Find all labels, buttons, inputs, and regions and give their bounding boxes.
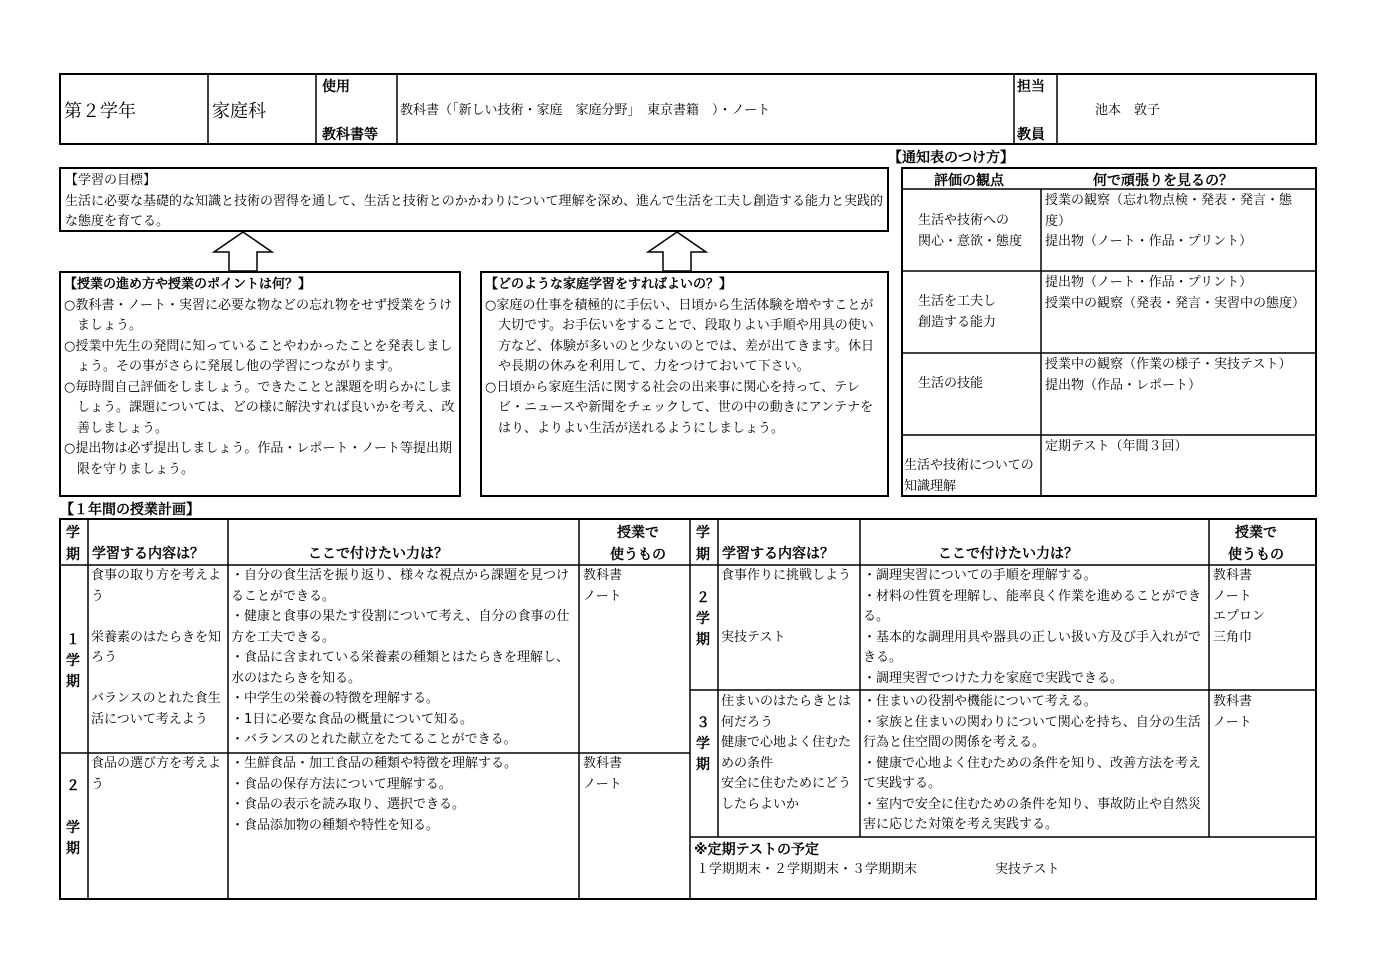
- plan-content: 食品の選び方を考えよう: [91, 756, 222, 792]
- subject: 家庭科: [212, 101, 266, 122]
- home-title: 【どのような家庭学習をすればよいの？】: [485, 277, 733, 292]
- report-how: 提出物（ノート・作品・プリント） 授業中の観察（発表・発言・実習中の態度）: [1045, 275, 1306, 311]
- plan-term: ２ 学 期: [696, 590, 710, 648]
- plan-content: 住まいのはたらきとは何だろう 健康で心地よく住むための条件 安全に住むためにどうしたらよいか: [721, 694, 852, 812]
- plan-skill: ・調理実習についての手順を理解する。 ・材料の性質を理解し、能率良く作業を進めることができる。 ・基本的な調理用具や器具の正しい扱い方及び手入れができる。 ・調理実習でつけた力を家庭で実践できる。: [863, 568, 1202, 686]
- plan-material: 教科書 ノート エプロン 三角巾: [1213, 568, 1266, 645]
- report-col1: 評価の観点: [934, 173, 1004, 189]
- goal-box: [59, 167, 889, 232]
- report-aspect: 生活の技能: [918, 376, 984, 391]
- grade: 第２学年: [64, 101, 136, 122]
- report-col2: 何で頑張りを見るの？: [1093, 173, 1233, 189]
- textbook: 教科書（「新しい技術・家庭 家庭分野」 東京書籍 ）・ノート: [400, 103, 771, 118]
- teacher-label-1: 担当: [1017, 79, 1045, 95]
- points-item: ○毎時間自己評価をしましょう。できたことと課題を明らかにしましょう。課題については、どの様に解決すれば良いかを考え、改善しましょう。: [64, 379, 455, 436]
- points-title: 【授業の進め方や授業のポイントは何？】: [64, 277, 312, 292]
- points-item: ○提出物は必ず提出しましょう。作品・レポート・ノート等提出期限を守りましょう。: [64, 441, 452, 477]
- plan-col-term: 学 期: [696, 525, 710, 563]
- report-how: 授業の観察（忘れ物点検・発表・発言・態度） 提出物（ノート・作品・プリント）: [1045, 193, 1293, 249]
- test-title: ※定期テストの予定: [694, 842, 820, 858]
- points-item: ○教科書・ノート・実習に必要な物などの忘れ物をせず授業をうけましょう。: [64, 297, 452, 333]
- home-item: ○家庭の仕事を積極的に手伝い、日頃から生活体験を増やすことが大切です。お手伝いをすることで、段取りよい手順や用具の使い方など、体験が多いのと少ないのとでは、差が出てきます。休日や長期の休みを利用して、力をつけておいて下さい。: [485, 297, 874, 374]
- plan-col-content: 学習する内容は？: [92, 546, 204, 562]
- report-how: 定期テスト（年間３回）: [1045, 439, 1188, 454]
- teacher-label-2: 教員: [1017, 127, 1045, 143]
- plan-content: 食事作りに挑戦しよう 実技テスト: [721, 568, 852, 645]
- plan-skill: ・住まいの役割や機能について考える。 ・家族と住まいの関わりについて関心を持ち、自分の生活行為と住空間の関係を考える。 ・健康で心地よく住むための条件を知り、改善方法を考えて実践する。 ・室内で安全に住むための条件を知り、事故防止や自然災害に応じた対策を考え実践する。: [863, 694, 1202, 832]
- report-aspect: 生活や技術についての知識理解: [904, 458, 1034, 494]
- points-box: [59, 271, 461, 497]
- home-box: [480, 271, 889, 497]
- test-text: １学期期末・２学期期末・３学期期末 実技テスト: [696, 862, 1060, 877]
- plan-col-skill: ここで付けたい力は？: [938, 546, 1078, 562]
- teacher-name: 池本 敦子: [1095, 103, 1161, 118]
- plan-skill: ・生鮮食品・加工食品の種類や特徴を理解する。 ・食品の保存方法について理解する。 ・食品の表示を読み取り、選択できる。 ・食品添加物の種類や特性を知る。: [231, 756, 518, 833]
- plan-col-skill: ここで付けたい力は？: [308, 546, 448, 562]
- plan-skill: ・自分の食生活を振り返り、様々な視点から課題を見つけることができる。 ・健康と食事の果たす役割について考え、自分の食事の仕方を工夫できる。 ・食品に含まれている栄養素の種類とはたらきを理解し、水のはたらきを知る。 ・中学生の栄養の特徴を理解する。 ・1日に必要な食品の概量について知る。 ・バランスのとれた献立をたてることができる。: [231, 568, 570, 747]
- plan-col-material: 授業で 使うもの: [1228, 525, 1284, 563]
- plan-term: ２ 学 期: [66, 778, 80, 857]
- arrow-up-icon: [214, 232, 272, 271]
- plan-col-material: 授業で 使うもの: [610, 525, 666, 563]
- textbook-label-2: 教科書等: [322, 127, 378, 143]
- points-item: ○授業中先生の発問に知っていることやわかったことを発表しましょう。その事がさらに発展し他の学習につながります。: [64, 338, 453, 374]
- goal-text: 生活に必要な基礎的な知識と技術の習得を通して、生活と技術とのかかわりについて理解を深め、進んで生活を工夫し創造する能力と実践的な態度を育てる。: [65, 193, 883, 229]
- report-aspect: 生活や技術への 関心・意欲・態度: [918, 213, 1023, 249]
- textbook-label-1: 使用: [322, 79, 350, 95]
- plan-material: 教科書 ノート: [583, 756, 623, 792]
- plan-material: 教科書 ノート: [583, 568, 623, 604]
- plan-col-term: 学 期: [66, 525, 80, 563]
- plan-material: 教科書 ノート: [1213, 694, 1253, 730]
- report-title: 【通知表のつけ方】: [888, 150, 1014, 166]
- home-item: ○日頃から家庭生活に関する社会の出来事に関心を持って、テレビ・ニュースや新聞をチェックして、世の中の動きにアンテナをはり、よりよい生活が送れるようにしましょう。: [485, 379, 874, 436]
- plan-col-content: 学習する内容は？: [722, 546, 834, 562]
- arrow-up-icon: [648, 232, 706, 271]
- plan-term: ３ 学 期: [696, 715, 710, 773]
- report-aspect: 生活を工夫し 創造する能力: [918, 294, 997, 330]
- goal-title: 【学習の目標】: [65, 173, 157, 188]
- plan-title: 【１年間の授業計画】: [60, 502, 200, 518]
- plan-term: １ 学 期: [66, 632, 80, 690]
- plan-content: 食事の取り方を考えよう 栄養素のはたらきを知ろう バランスのとれた食生活について考えよう: [91, 568, 222, 727]
- report-how: 授業中の観察（作業の様子・実技テスト） 提出物（作品・レポート）: [1045, 357, 1292, 393]
